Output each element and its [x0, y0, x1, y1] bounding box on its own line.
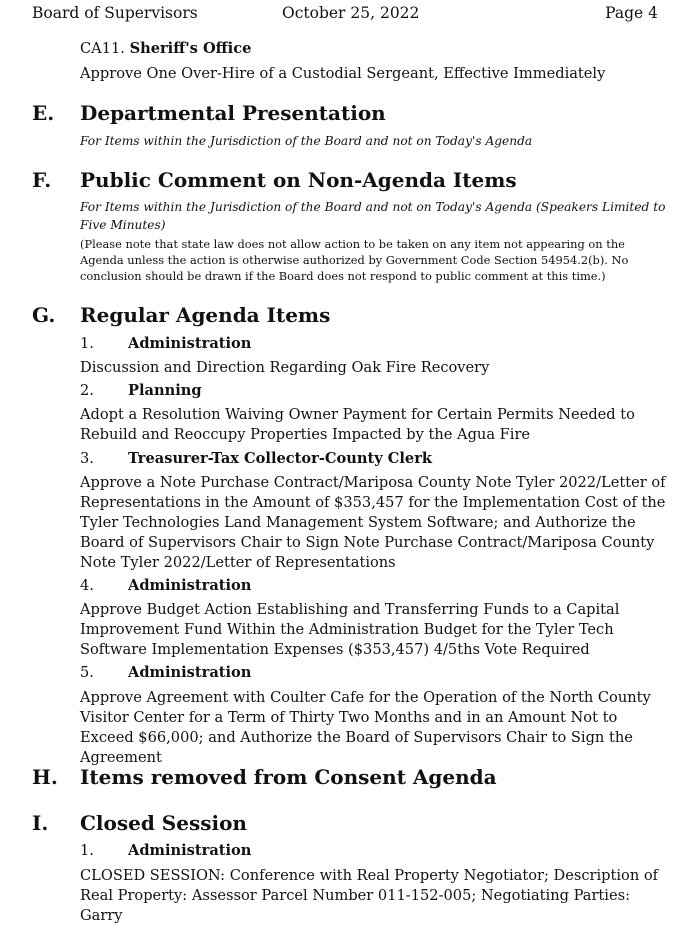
section-f-italic: For Items within the Jurisdiction of the Board and not on Today's Agenda (Speakers Limited to Five Minutes)	[80, 200, 666, 232]
g-item-2-title: Planning	[128, 382, 202, 399]
ca11-number: CA11.	[80, 40, 125, 57]
ca11-title: Sheriff's Office	[129, 40, 252, 57]
g-item-4-text: Approve Budget Action Establishing and Transferring Funds to a Capital Improvement Fund Within the Administration Budget for the Tyler Tech Software Implementation Expenses ($353,457) 4/5ths Vote Required	[80, 601, 620, 658]
g-item-3-number: 3.	[80, 450, 94, 467]
g-item-3-title: Treasurer-Tax Collector-County Clerk	[128, 450, 433, 467]
section-h-title: Items removed from Consent Agenda	[80, 765, 497, 789]
header-date: October 25, 2022	[282, 4, 420, 22]
section-f-note: (Please note that state law does not allow action to be taken on any item not appearing on the Agenda unless the action is otherwise authorized by Government Code Section 54954.2(b). No conclusion should be drawn if the Board does not respond to public comment at this time.)	[80, 237, 629, 283]
i-item-1-number: 1.	[80, 842, 94, 859]
g-item-5-title: Administration	[128, 664, 252, 681]
section-i-letter: I.	[32, 811, 49, 835]
section-e-title: Departmental Presentation	[80, 101, 386, 125]
g-item-2-text: Adopt a Resolution Waiving Owner Payment for Certain Permits Needed to Rebuild and Reoccupy Properties Impacted by the Agua Fire	[80, 406, 635, 443]
g-item-5-text: Approve Agreement with Coulter Cafe for the Operation of the North County Visitor Center for a Term of Thirty Two Months and in an Amount Not to Exceed $66,000; and Authorize the Board of Supervisors Chair to Sign the Agreement	[80, 689, 651, 766]
page-header	[32, 4, 658, 24]
header-page-number: Page 4	[605, 4, 658, 22]
section-f-letter: F.	[32, 168, 52, 192]
g-item-1-text: Discussion and Direction Regarding Oak Fire Recovery	[80, 359, 490, 376]
header-board-name: Board of Supervisors	[32, 4, 198, 22]
section-i-title: Closed Session	[80, 811, 247, 835]
g-item-4-title: Administration	[128, 577, 252, 594]
i-item-1-text: CLOSED SESSION: Conference with Real Property Negotiator; Description of Real Property: Assessor Parcel Number 011-152-005; Negotiating Parties: Garry	[80, 867, 659, 924]
ca11-heading	[80, 40, 251, 57]
section-h-letter: H.	[32, 765, 58, 789]
g-item-3-text: Approve a Note Purchase Contract/Mariposa County Note Tyler 2022/Letter of Representations in the Amount of $353,457 for the Implementation Cost of the Tyler Technologies Land Management System Software; and Authorize the Board of Supervisors Chair to Sign Note Purchase Contract/Mariposa County Note Tyler 2022/Letter of Representations	[80, 474, 666, 571]
section-g-letter: G.	[32, 303, 56, 327]
g-item-4-number: 4.	[80, 577, 94, 594]
g-item-2-number: 2.	[80, 382, 94, 399]
g-item-1-number: 1.	[80, 335, 94, 352]
section-e-letter: E.	[32, 101, 55, 125]
g-item-1-title: Administration	[128, 335, 252, 352]
ca11-text: Approve One Over-Hire of a Custodial Sergeant, Effective Immediately	[80, 65, 606, 82]
i-item-1-title: Administration	[128, 842, 252, 859]
g-item-5-number: 5.	[80, 664, 94, 681]
section-g-title: Regular Agenda Items	[80, 303, 331, 327]
section-e-italic: For Items within the Jurisdiction of the Board and not on Today's Agenda	[80, 134, 533, 148]
section-f-title: Public Comment on Non-Agenda Items	[80, 168, 517, 192]
